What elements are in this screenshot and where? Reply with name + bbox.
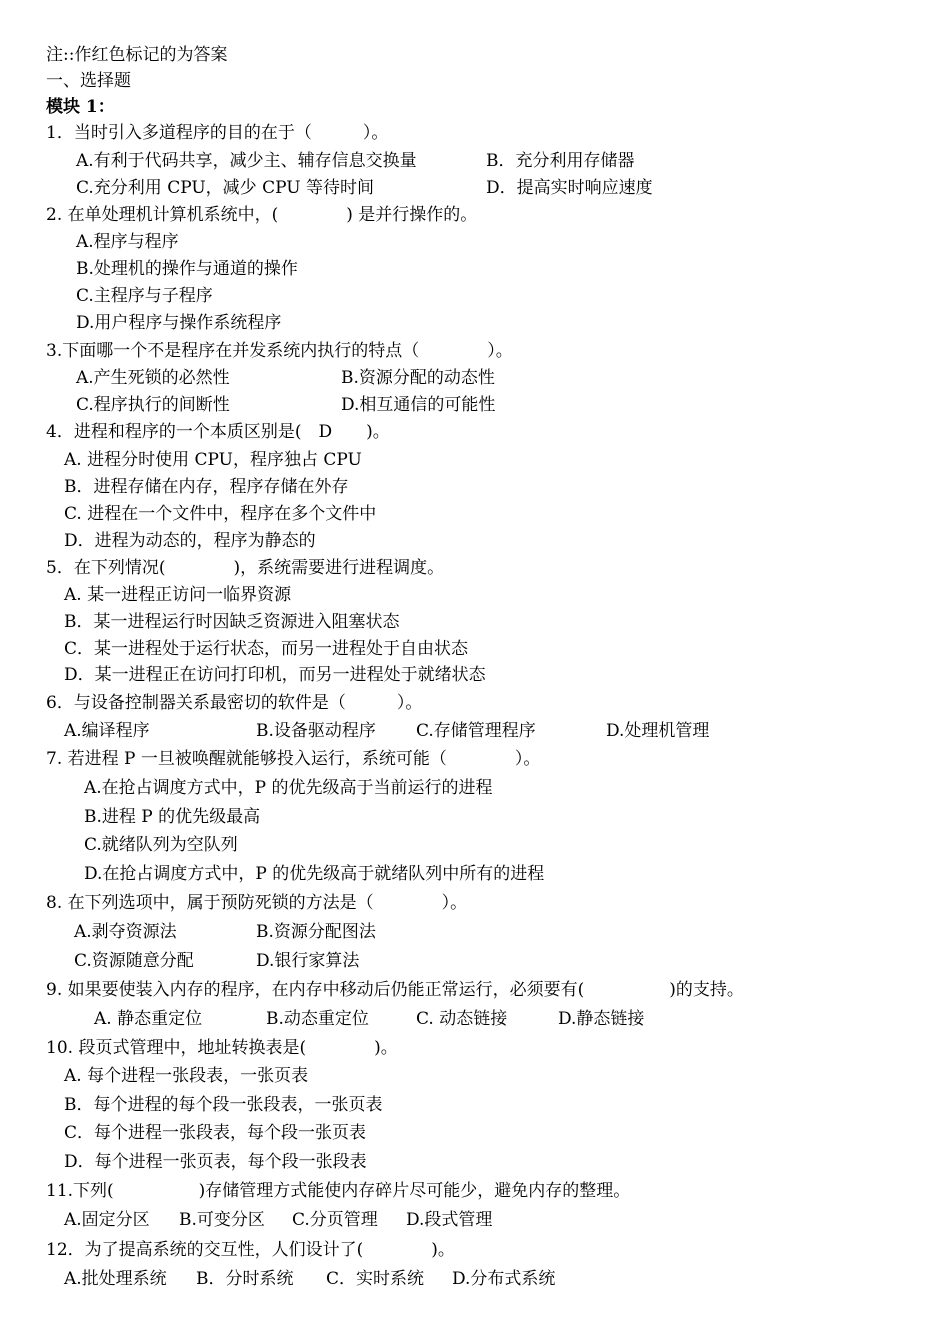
question-stem: 12．为了提高系统的交互性，人们设计了( )。 bbox=[46, 1240, 455, 1260]
option: C.充分利用 CPU，减少 CPU 等待时间 bbox=[76, 178, 374, 198]
option: D．某一进程正在访问打印机，而另一进程处于就绪状态 bbox=[64, 665, 486, 685]
option: C．某一进程处于运行状态，而另一进程处于自由状态 bbox=[64, 639, 469, 659]
option: B．分时系统 bbox=[196, 1269, 294, 1289]
option: C．实时系统 bbox=[326, 1269, 425, 1289]
option: C.资源随意分配 bbox=[74, 951, 194, 971]
option: D.在抢占调度方式中，P 的优先级高于就绪队列中所有的进程 bbox=[84, 864, 545, 884]
option: A. 静态重定位 bbox=[94, 1009, 203, 1029]
question-stem: 2. 在单处理机计算机系统中，( ) 是并行操作的。 bbox=[46, 205, 478, 225]
question-stem: 10. 段页式管理中，地址转换表是( )。 bbox=[46, 1038, 398, 1058]
question-stem: 7. 若进程 P 一旦被唤醒就能够投入运行，系统可能（ ）。 bbox=[46, 749, 541, 769]
option: A.批处理系统 bbox=[64, 1269, 167, 1289]
option: A.产生死锁的必然性 bbox=[76, 368, 230, 388]
option: C.就绪队列为空队列 bbox=[84, 835, 238, 855]
option: B．某一进程运行时因缺乏资源进入阻塞状态 bbox=[64, 612, 400, 632]
question-stem: 1．当时引入多道程序的目的在于（ ）。 bbox=[46, 123, 389, 143]
option: B.资源分配的动态性 bbox=[341, 368, 495, 388]
option: C.分页管理 bbox=[292, 1210, 378, 1230]
option: C.存储管理程序 bbox=[416, 721, 536, 741]
option: B．进程存储在内存，程序存储在外存 bbox=[64, 477, 349, 497]
option: A.剥夺资源法 bbox=[74, 922, 177, 942]
question-stem: 4．进程和程序的一个本质区别是( D )。 bbox=[46, 422, 390, 442]
question-stem: 6．与设备控制器关系最密切的软件是（ ）。 bbox=[46, 693, 423, 713]
option: A. 每个进程一张段表，一张页表 bbox=[64, 1066, 309, 1086]
option: D．提高实时响应速度 bbox=[486, 178, 653, 198]
option: C. 动态链接 bbox=[416, 1009, 508, 1029]
section-heading: 一、选择题 bbox=[46, 71, 131, 91]
option: B.资源分配图法 bbox=[256, 922, 376, 942]
option: B．充分利用存储器 bbox=[486, 151, 635, 171]
option: B.进程 P 的优先级最高 bbox=[84, 807, 261, 827]
note-line: 注::作红色标记的为答案 bbox=[46, 45, 228, 65]
option: A.程序与程序 bbox=[76, 232, 179, 252]
option: D.段式管理 bbox=[406, 1210, 493, 1230]
question-stem: 11.下列( )存储管理方式能使内存碎片尽可能少，避免内存的整理。 bbox=[46, 1181, 631, 1201]
option: D．每个进程一张页表，每个段一张段表 bbox=[64, 1152, 367, 1172]
option: B.处理机的操作与通道的操作 bbox=[76, 259, 298, 279]
option: A. 某一进程正访问一临界资源 bbox=[64, 585, 292, 605]
option: B．每个进程的每个段一张段表，一张页表 bbox=[64, 1095, 383, 1115]
option: B.设备驱动程序 bbox=[256, 721, 376, 741]
option: D．进程为动态的，程序为静态的 bbox=[64, 531, 316, 551]
option: D.相互通信的可能性 bbox=[341, 395, 496, 415]
question-stem: 3.下面哪一个不是程序在并发系统内执行的特点（ ）。 bbox=[46, 341, 513, 361]
option: D.静态链接 bbox=[558, 1009, 645, 1029]
option: B.动态重定位 bbox=[266, 1009, 369, 1029]
option: D.处理机管理 bbox=[606, 721, 710, 741]
option: A.有利于代码共享，减少主、辅存信息交换量 bbox=[76, 151, 417, 171]
option: C.主程序与子程序 bbox=[76, 286, 213, 306]
option: A.在抢占调度方式中，P 的优先级高于当前运行的进程 bbox=[84, 778, 493, 798]
option: C. 进程在一个文件中，程序在多个文件中 bbox=[64, 504, 377, 524]
option: D.用户程序与操作系统程序 bbox=[76, 313, 282, 333]
option: D.银行家算法 bbox=[256, 951, 360, 971]
option: C.程序执行的间断性 bbox=[76, 395, 230, 415]
option: C．每个进程一张段表，每个段一张页表 bbox=[64, 1123, 367, 1143]
option: A.编译程序 bbox=[64, 721, 150, 741]
question-stem: 5．在下列情况( )，系统需要进行进程调度。 bbox=[46, 558, 445, 578]
option: B.可变分区 bbox=[179, 1210, 265, 1230]
option: A. 进程分时使用 CPU，程序独占 CPU bbox=[64, 450, 362, 470]
question-stem: 8. 在下列选项中，属于预防死锁的方法是（ ）。 bbox=[46, 893, 468, 913]
question-stem: 9. 如果要使装入内存的程序，在内存中移动后仍能正常运行，必须要有( )的支持。 bbox=[46, 980, 744, 1000]
option: D.分布式系统 bbox=[452, 1269, 556, 1289]
option: A.固定分区 bbox=[64, 1210, 150, 1230]
module-heading: 模块 1： bbox=[46, 97, 115, 117]
